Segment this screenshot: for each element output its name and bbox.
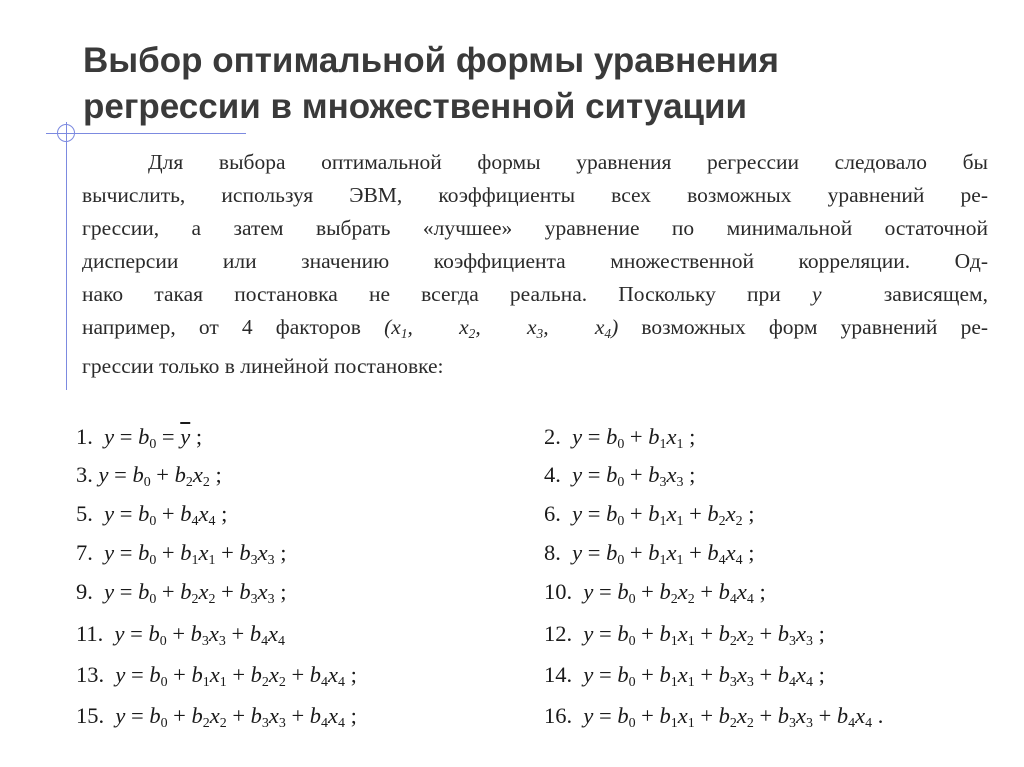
equation-15: 15. $y = b_0 + b_2x_2 + b_3x_3 + b_4x_4$ ; [76,703,357,732]
slide-title [83,38,963,130]
equation-12: 12. $y = b_0 + b_1x_1 + b_2x_2 + b_3x_3$ ; [544,621,825,650]
decor-crosshair-vertical-line [66,122,67,390]
equation-10: 10. $y = b_0 + b_2x_2 + b_4x_4$ ; [544,579,766,608]
body-paragraph [82,146,988,383]
equation-7: 7. $y = b_0 + b_1x_1 + b_3x_3$ ; [76,540,287,569]
equation-1: 1. $y = b_0 = \overline{y}$ ; [76,424,203,453]
factors-tuple: ($x_1$, $x_2$, $x_3$, $x_4$) [384,315,619,341]
slide-title-line-2: регрессии в множественной ситуации [83,87,748,126]
equation-14: 14. $y = b_0 + b_1x_1 + b_3x_3 + b_4x_4$ ; [544,662,825,691]
equation-8: 8. $y = b_0 + b_1x_1 + b_4x_4$ ; [544,540,755,569]
equation-16: 16. $y = b_0 + b_1x_1 + b_2x_2 + b_3x_3 + b_4x_4$ . [544,703,884,732]
paragraph-line-6: например, от 4 факторов ($x_1$, $x_2$, $x_3$, $x_4$) возможных форм уравнений ре- [82,315,989,341]
equation-9: 9. $y = b_0 + b_2x_2 + b_3x_3$ ; [76,579,287,608]
equation-2: 2. $y = b_0 + b_1x_1$ ; [544,424,696,453]
equation-6: 6. $y = b_0 + b_1x_1 + b_2x_2$ ; [544,501,755,530]
paragraph-line-3: грессии, а затем выбрать «лучшее» уравнение по минимальной остаточной [82,216,988,240]
equation-13: 13. $y = b_0 + b_1x_1 + b_2x_2 + b_4x_4$ ; [76,662,357,691]
decor-crosshair-circle [57,124,75,142]
equation-3: 3. $y = b_0 + b_2x_2$ ; [76,462,222,491]
paragraph-line-7: грессии только в линейной постановке: [82,353,444,378]
equation-5: 5. $y = b_0 + b_4x_4$ ; [76,501,228,530]
paragraph-line-4: дисперсии или значению коэффициента множественной корреляции. Од- [82,249,988,273]
paragraph-line-1: Для выбора оптимальной формы уравнения регрессии следовало бы [148,150,988,174]
paragraph-line-2: вычислить, используя ЭВМ, коэффициенты всех возможных уравнений ре- [82,183,988,207]
paragraph-line-5: нако такая постановка не всегда реальна. Поскольку при y зависящем, [82,282,989,306]
slide-title-line-1: Выбор оптимальной формы уравнения [83,41,779,80]
equation-11: 11. $y = b_0 + b_3x_3 + b_4x_4$ [76,621,285,650]
equation-4: 4. $y = b_0 + b_3x_3$ ; [544,462,696,491]
decor-crosshair-horizontal-line [46,133,246,134]
